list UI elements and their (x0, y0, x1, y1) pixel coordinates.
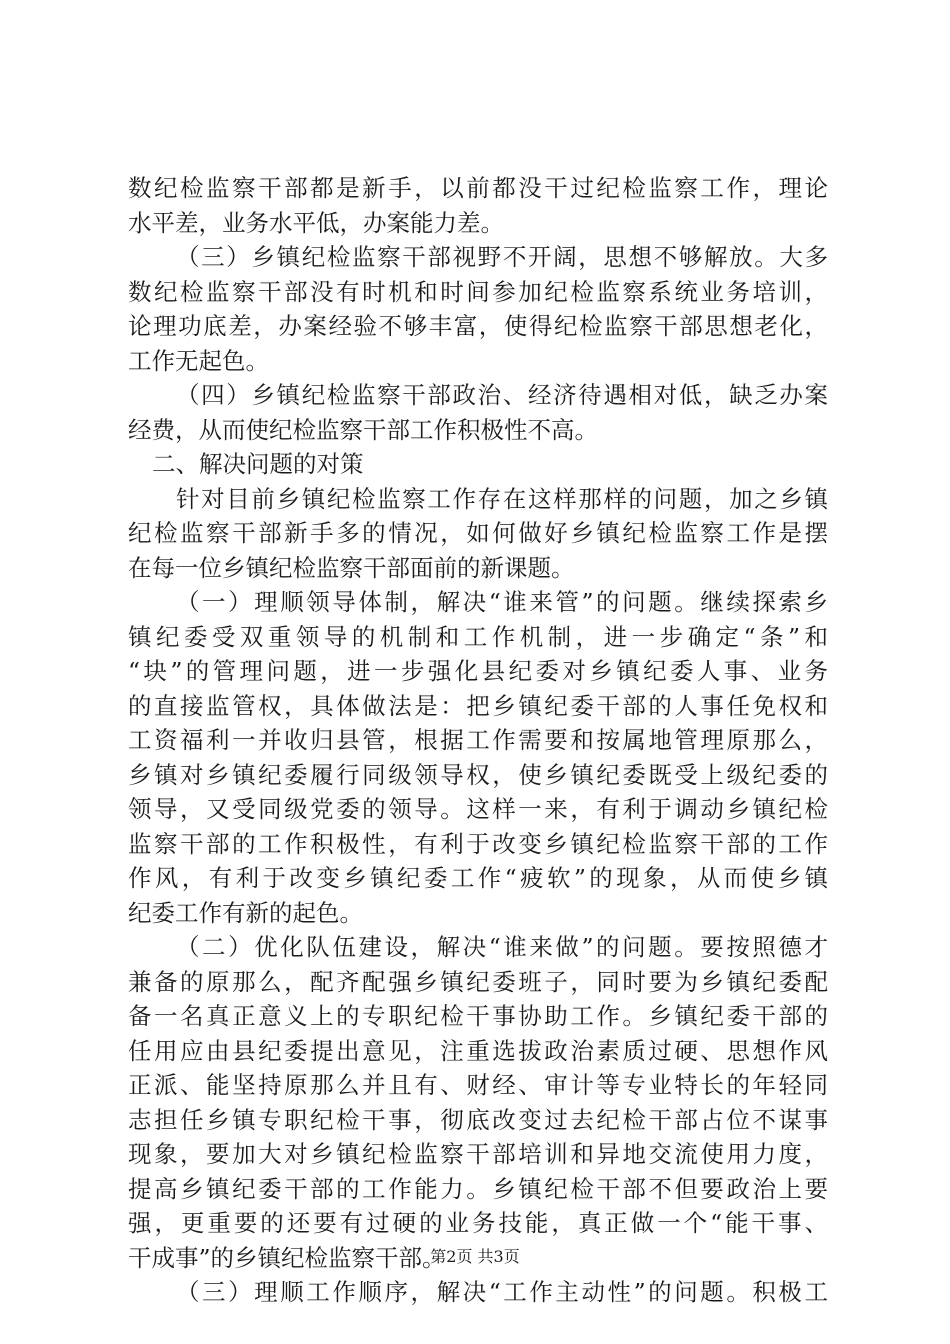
text-line: （三）乡镇纪检监察干部视野不开阔，思想不够解放。大多 (176, 243, 828, 271)
text-line: （三）理顺工作顺序，解决“工作主动性”的问题。积极工 (176, 1278, 828, 1306)
text-line: 纪委工作有新的起色。 (128, 898, 363, 927)
text-line: 针对目前乡镇纪检监察工作存在这样那样的问题，加之乡镇 (176, 484, 828, 513)
text-line: （一）理顺领导体制，解决“谁来管”的问题。继续探索乡 (176, 588, 828, 616)
text-line: 工作无起色。 (128, 346, 269, 375)
text-line: 数纪检监察干部都是新手，以前都没干过纪检监察工作，理论 (128, 174, 828, 202)
text-line: 任用应由县纪委提出意见，注重选拔政治素质过硬、思想作风 (128, 1036, 828, 1065)
text-line: 的直接监管权，具体做法是：把乡镇纪委干部的人事任免权和 (128, 691, 828, 720)
text-line: 在每一位乡镇纪检监察干部面前的新课题。 (128, 553, 575, 582)
text-line: 监察干部的工作积极性，有利于改变乡镇纪检监察干部的工作 (128, 829, 828, 858)
text-line: 兼备的原那么，配齐配强乡镇纪委班子，同时要为乡镇纪委配 (128, 967, 828, 996)
text-line: 经费，从而使纪检监察干部工作积极性不高。 (128, 415, 598, 444)
text-line: 工资福利一并收归县管，根据工作需要和按属地管理原那么， (128, 726, 828, 754)
text-line: 提高乡镇纪委干部的工作能力。乡镇纪检干部不但要政治上要 (128, 1174, 828, 1203)
text-line: 正派、能坚持原那么并且有、财经、审计等专业特长的年轻同 (128, 1071, 828, 1099)
text-line: 领导，又受同级党委的领导。这样一来，有利于调动乡镇纪检 (128, 795, 828, 823)
text-line: 二、解决问题的对策 (152, 450, 364, 478)
page-footer: 第2页 共3页 (430, 1247, 520, 1266)
text-line: 镇纪委受双重领导的机制和工作机制，进一步确定“条”和 (128, 622, 828, 651)
text-line: 作风，有利于改变乡镇纪委工作“疲软”的现象，从而使乡镇 (128, 864, 828, 892)
document-body (128, 171, 828, 1310)
text-line: 数纪检监察干部没有时机和时间参加纪检监察系统业务培训， (128, 277, 828, 306)
text-line: （二）优化队伍建设，解决“谁来做”的问题。要按照德才 (176, 933, 828, 961)
text-line: “块”的管理问题，进一步强化县纪委对乡镇纪委人事、业务 (128, 657, 828, 685)
text-line: 志担任乡镇专职纪检干事，彻底改变过去纪检干部占位不谋事 (128, 1105, 828, 1134)
text-line: 纪检监察干部新手多的情况，如何做好乡镇纪检监察工作是摆 (128, 519, 828, 547)
text-line: 现象，要加大对乡镇纪检监察干部培训和异地交流使用力度， (128, 1140, 828, 1168)
text-line: （四）乡镇纪检监察干部政治、经济待遇相对低，缺乏办案 (176, 381, 828, 409)
text-line: 干成事”的乡镇纪检监察干部。 (128, 1243, 446, 1272)
text-line: 论理功底差，办案经验不够丰富，使得纪检监察干部思想老化， (128, 312, 828, 340)
text-line: 乡镇对乡镇纪委履行同级领导权，使乡镇纪委既受上级纪委的 (128, 760, 828, 789)
text-line: 备一名真正意义上的专职纪检干事协助工作。乡镇纪委干部的 (128, 1002, 828, 1030)
text-line: 水平差，业务水平低，办案能力差。 (128, 208, 504, 237)
text-line: 强，更重要的还要有过硬的业务技能，真正做一个“能干事、 (128, 1209, 828, 1237)
